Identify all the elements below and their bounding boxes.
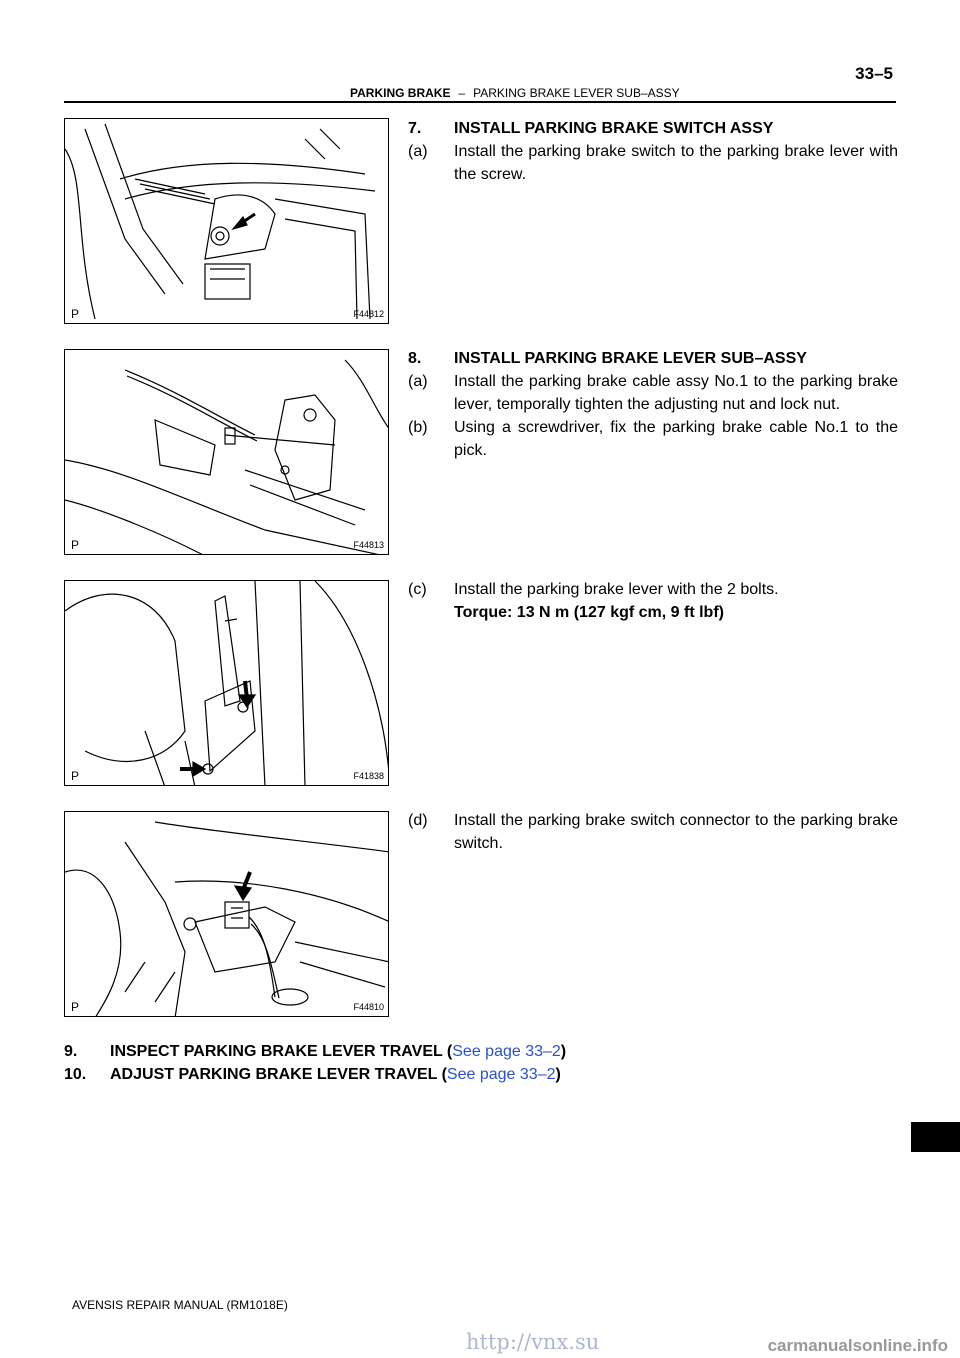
sub-label: (b): [408, 419, 428, 436]
sub-text-group: [454, 578, 898, 624]
illustration-cable-lever: [65, 350, 389, 555]
figure-id: F44812: [353, 309, 384, 319]
illustration-switch-screw: [65, 119, 389, 324]
step-9: [64, 1040, 566, 1063]
figure-lever-bolts: [64, 580, 389, 786]
figure-id: F44813: [353, 540, 384, 550]
step-7-title: [408, 117, 898, 140]
figure-id: F41838: [353, 771, 384, 781]
step-10: [64, 1063, 566, 1086]
final-steps: [64, 1040, 566, 1086]
step-number: 9.: [64, 1043, 78, 1060]
step-8c-block: [408, 578, 898, 624]
watermark-carmanuals[interactable]: carmanualsonline.info: [767, 1336, 948, 1355]
step-8-block: [408, 347, 898, 462]
step-8-title: [408, 347, 898, 370]
step-8a: [408, 370, 898, 416]
close-paren: ): [555, 1066, 561, 1083]
figure-p-label: P: [71, 1000, 80, 1014]
watermark-vnx[interactable]: http://vnx.su: [466, 1330, 600, 1354]
figure-switch-screw: [64, 118, 389, 324]
header-rule: [64, 101, 896, 103]
close-paren: ): [560, 1043, 567, 1060]
step-8b: [408, 416, 898, 462]
sub-text: Install the parking brake cable assy No.1 to the parking brake lever, temporally tighten the adjusting nut and lock nut.: [454, 373, 898, 413]
step-number: 7.: [408, 120, 422, 137]
torque-spec: Torque: 13 N m (127 kgf cm, 9 ft lbf): [454, 604, 724, 621]
illustration-switch-connector: [65, 812, 389, 1017]
section-tab-marker: [911, 1122, 960, 1152]
step-title-text: INSTALL PARKING BRAKE LEVER SUB–ASSY: [454, 350, 807, 367]
step-title-text: INSPECT PARKING BRAKE LEVER TRAVEL (: [110, 1043, 453, 1060]
sub-label: (d): [408, 812, 428, 829]
step-number: 8.: [408, 350, 422, 367]
step-8c: [408, 578, 898, 624]
step-10-text: [110, 1063, 561, 1086]
see-page-link[interactable]: See page 33–2: [452, 1043, 561, 1060]
illustration-lever-bolts: [65, 581, 389, 786]
page-number: 33–5: [855, 64, 893, 83]
figure-p-label: P: [71, 538, 80, 552]
sub-label: (a): [408, 373, 428, 390]
see-page-link[interactable]: See page 33–2: [446, 1066, 556, 1083]
step-8d-block: [408, 809, 898, 855]
sub-label: (a): [408, 143, 428, 160]
figure-cable-lever: [64, 349, 389, 555]
header-separator: –: [458, 86, 466, 100]
sub-text: Using a screwdriver, fix the parking brake cable No.1 to the pick.: [454, 419, 898, 459]
step-7-block: [408, 117, 898, 186]
footer-manual-title: AVENSIS REPAIR MANUAL (RM1018E): [72, 1298, 288, 1312]
step-9-text: [110, 1040, 566, 1063]
sub-text: Install the parking brake lever with the 2 bolts.: [454, 581, 779, 598]
step-8d: [408, 809, 898, 855]
step-title-text: ADJUST PARKING BRAKE LEVER TRAVEL (: [110, 1066, 447, 1083]
step-title-text: INSTALL PARKING BRAKE SWITCH ASSY: [454, 120, 774, 137]
figure-switch-connector: [64, 811, 389, 1017]
figure-p-label: P: [71, 307, 80, 321]
figure-p-label: P: [71, 769, 80, 783]
header-section: PARKING BRAKE: [350, 86, 451, 100]
running-header: [350, 86, 680, 100]
sub-text: Install the parking brake switch connector to the parking brake switch.: [454, 812, 898, 852]
figure-id: F44810: [353, 1002, 384, 1012]
step-7a: [408, 140, 898, 186]
step-number: 10.: [64, 1066, 87, 1083]
sub-label: (c): [408, 581, 427, 598]
sub-text: Install the parking brake switch to the parking brake lever with the screw.: [454, 143, 898, 183]
header-subsection: PARKING BRAKE LEVER SUB–ASSY: [473, 86, 680, 100]
